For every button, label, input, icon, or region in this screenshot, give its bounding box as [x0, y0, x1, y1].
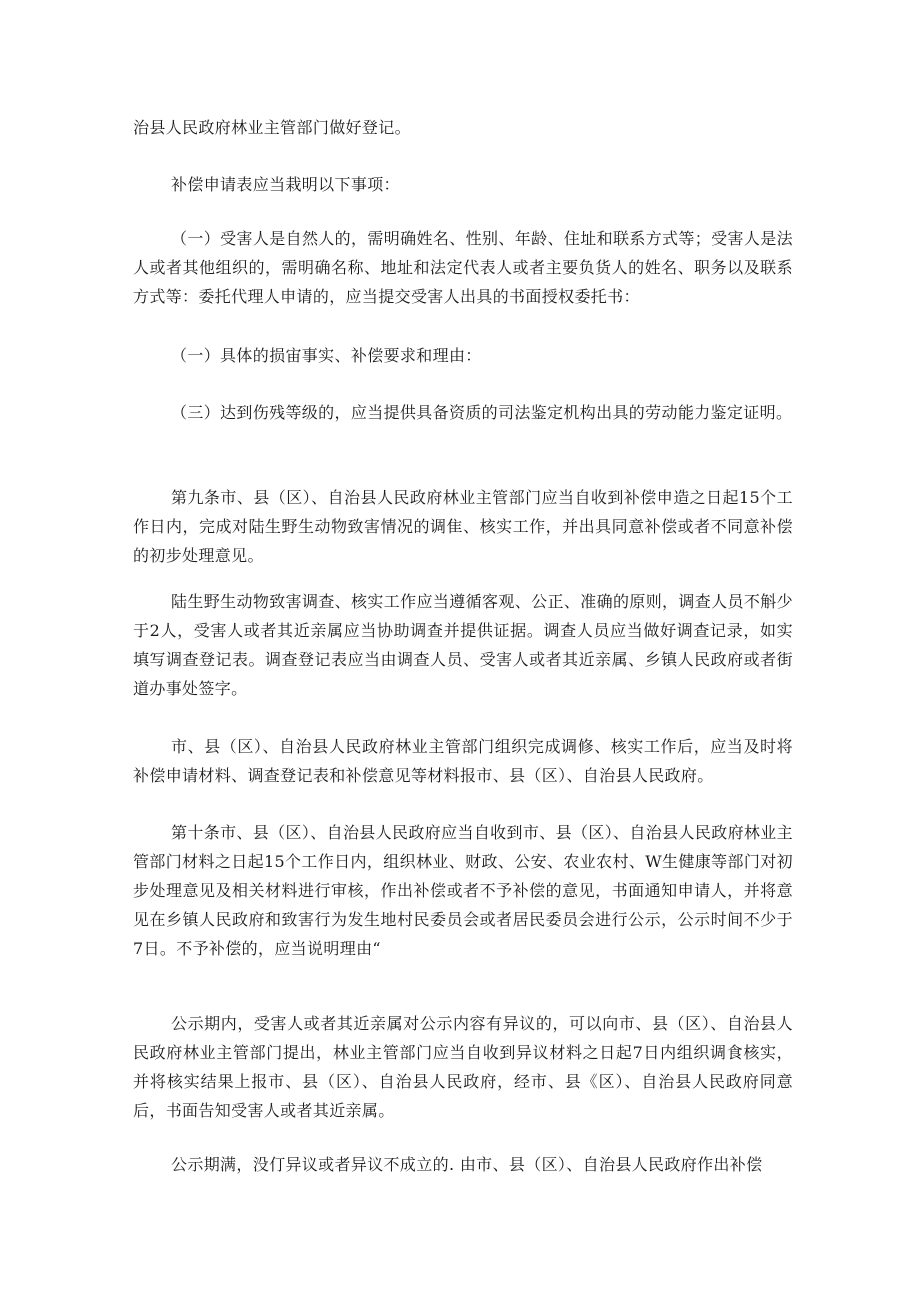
paragraph-report-materials: 市、县（区）、自治县人民政府林业主管部门组织完成调修、核实工作后，应当及时将补偿申请材料、调查登记表和补偿意见等材料报市、县（区）、自治县人民政府。: [133, 737, 793, 785]
paragraph-objection-period: 公示期内，受害人或者其近亲属对公示内容有异议的，可以向市、县（区）、自治县人民政府林业主管部门提出，林业主管部门应当自收到异议材料之日起7日内组织调食核实，并将核实结果上报市、县（区）、自治县人民政府，经市、县《区）、自治县人民政府同意后，书面告知受害人或者其近亲属。: [133, 1014, 793, 1120]
paragraph-item-1-victim-info: （一）受害人是自然人的，需明确姓名、性别、年龄、住址和联系方式等；受害人是法人或者其他组织的，需明确名称、地址和法定代表人或者主要负货人的姓名、职务以及联系方式等：委托代理人申请的，应当提交受害人出具的书面授权委托书：: [133, 229, 793, 306]
paragraph-item-2-damage-facts: （一）具体的损宙事实、补偿要求和理由：: [171, 346, 482, 365]
paragraph-investigation-principles: 陆生野生动物致害调查、核实工作应当遵循客观、公正、准确的原则，调查人员不斛少于2人，受害人或者其近亲属应当协助调查并提供证据。调查人员应当做好调查记录，如实填写调查登记表。调查登记表应当由调查人员、受害人或者其近亲属、乡镇人民政府或者街道办事处签字。: [133, 592, 793, 698]
paragraph-application-items-intro: 补偿申请表应当栽明以下事项：: [171, 175, 400, 194]
paragraph-registration-end: 治县人民政府林业主管部门做好登记。: [133, 118, 411, 137]
paragraph-article-10: 第十条市、县（区）、自治县人民政府应当自收到市、县（区）、自治县人民政府林业主管部门材料之日起15个工作日内，组织林业、财政、公安、农业农村、W生健康等部门对初步处理意见及相关材料进行审核，作出补偿或者不予补偿的意见，书面通知申请人，并将意见在乡镇人民政府和致害行为发生地村民委员会或者居民委员会进行公示，公示时间不少于7日。不予补偿的，应当说明理由“: [133, 823, 793, 958]
paragraph-article-9: 第九条市、县（区）、自治县人民政府林业主管部门应当自收到补偿申造之日起15个工作日内，完成对陆生野生动物致害情况的调隹、核实工作，并出具同意补偿或者不同意补偿的初步处理意见。: [133, 488, 793, 565]
paragraph-item-3-disability: （三）达到伤残等级的，应当提供具备资质的司法鉴定机构出具的劳动能力鉴定证明。: [171, 403, 793, 422]
paragraph-publicity-expiry: 公示期满，没仃异议或者异议不成立的. 由市、县（区）、自治县人民政府作出补偿: [171, 1155, 763, 1174]
